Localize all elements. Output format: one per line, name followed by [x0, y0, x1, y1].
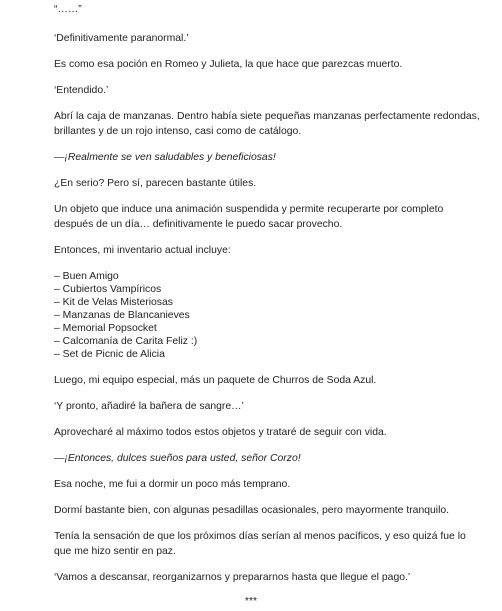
text-line: brillantes y de un rojo intenso, casi como de catálogo.	[54, 126, 302, 137]
text-line: Aprovecharé al máximo todos estos objetos y trataré de seguir con vida.	[54, 427, 387, 438]
list-item: – Buen Amigo	[54, 271, 119, 282]
text-line: Dormí bastante bien, con algunas pesadillas ocasionales, pero mayormente tranquilo.	[54, 505, 450, 516]
text-line: ‘Definitivamente paranormal.’	[54, 33, 189, 44]
list-item: – Cubiertos Vampíricos	[54, 284, 162, 295]
text-line: “……”	[54, 4, 82, 15]
list-item: – Memorial Popsocket	[54, 323, 157, 334]
text-line: que me hizo sentir en paz.	[54, 546, 176, 557]
dialogue-line: —¡Realmente se ven saludables y beneficiosas!	[54, 152, 276, 163]
text-line: Es como esa poción en Romeo y Julieta, la que hace que parezcas muerto.	[54, 59, 403, 70]
text-line: después de un día… definitivamente le puedo sacar provecho.	[54, 219, 343, 230]
list-item: – Manzanas de Blancanieves	[54, 310, 190, 321]
text-line: Esa noche, me fui a dormir un poco más temprano.	[54, 479, 291, 490]
text-line: Un objeto que induce una animación suspendida y permite recuperarte por completo	[54, 204, 444, 215]
list-item: – Set de Picnic de Alicia	[54, 349, 165, 360]
text-line: Luego, mi equipo especial, más un paquete de Churros de Soda Azul.	[54, 375, 377, 386]
section-break: ***	[244, 596, 258, 607]
list-item: – Kit de Velas Misteriosas	[54, 297, 173, 308]
text-line: Abrí la caja de manzanas. Dentro había siete pequeñas manzanas perfectamente redondas,	[54, 111, 480, 122]
text-line: ¿En serio? Pero sí, parecen bastante útiles.	[54, 178, 257, 189]
dialogue-line: —¡Entonces, dulces sueños para usted, señor Corzo!	[54, 453, 301, 464]
text-line: Entonces, mi inventario actual incluye:	[54, 245, 231, 256]
text-line: Tenía la sensación de que los próximos días serían al menos pacíficos, y eso quizá fue lo	[54, 531, 466, 542]
text-line: ‘Vamos a descansar, reorganizarnos y prepararnos hasta que llegue el pago.’	[54, 572, 411, 583]
list-item: – Calcomanía de Carita Feliz :)	[54, 336, 198, 347]
text-line: ‘Y pronto, añadiré la bañera de sangre…’	[54, 401, 244, 412]
text-line: ‘Entendido.’	[54, 85, 109, 96]
